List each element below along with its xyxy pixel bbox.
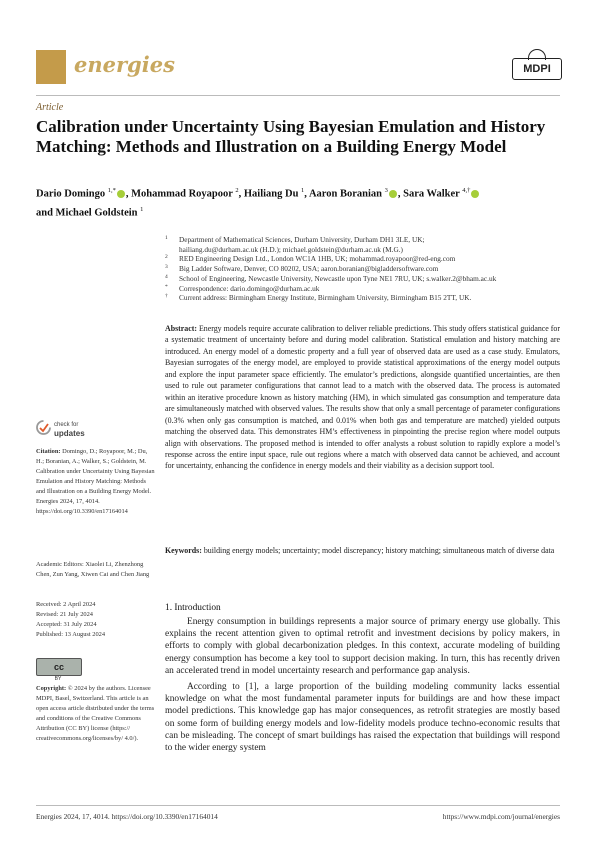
copyright-label: Copyright:	[36, 685, 67, 692]
affiliation-mark: 4	[165, 273, 168, 280]
footer-citation: Energies 2024, 17, 4014. https://doi.org/10.3390/en17164014	[36, 812, 218, 821]
affiliation-mark: †	[165, 293, 168, 300]
author-separator: ,	[397, 188, 404, 200]
affiliation-mark: *	[165, 283, 168, 290]
citation-block	[36, 447, 156, 517]
header-divider	[36, 95, 560, 96]
publisher-logo: MDPI	[512, 58, 562, 80]
author-affiliation-mark: 3	[384, 187, 388, 194]
abstract	[165, 323, 560, 472]
paragraph: According to [1], a large proportion of the building modeling community lacks essential knowledge on what the most fundamental parameter inputs for buildings are and how these impact model predictions. This knowledge gap has major consequences, as retrofit strategies are mostly based on some form of building energy models and low-fidelity models produce techno-economic results that can be misleading. The concept of smart buildings has raised the expectation that buildings will respond to the wider energy system	[165, 682, 560, 754]
check-for-label[interactable]: check for	[54, 422, 79, 428]
affiliation-text: Correspondence: dario.domingo@durham.ac.uk	[179, 283, 320, 293]
orcid-icon[interactable]	[471, 190, 479, 198]
section-heading: 1. Introduction	[165, 603, 221, 613]
author-name[interactable]: Mohammad Royapoor	[131, 188, 236, 200]
abstract-label: Abstract:	[165, 324, 197, 333]
author-separator: ,	[238, 188, 244, 200]
author-affiliation-mark: 2	[235, 187, 239, 194]
affiliation-text: Big Ladder Software, Denver, CO 80202, USA; aaron.boranian@bigladdersoftware.com	[179, 264, 439, 274]
keywords	[165, 545, 560, 556]
updates-label[interactable]: updates	[54, 429, 85, 438]
body-text	[165, 616, 560, 758]
author-name[interactable]: and Michael Goldstein	[36, 207, 141, 218]
journal-logo-icon	[36, 50, 66, 84]
abstract-text: Energy models require accurate calibration to deliver reliable predictions. This study offers statistical guidance for a systematic treatment of uncertainty before and during model calibration. Statistical emulation and history matching are introduced. An energy model of a domestic property and a full year of observed data are used as a case study. Emulators, Bayesian surrogates of the energy model, are employed to provide statistical approximations of the energy model outputs and explore the input parameter space efficiently. The emulator’s predictions, alongside quantified uncertainties, are then used to rule out parameter configurations that cannot lead to a match with the observed data. The process is automated within an iterative procedure known as history matching (HM), in which simulated gas consumption and temperature data are simultaneously matched with observed values. The results show that only a small percentage of parameter configurations (0.3% when only gas consumption is matched, and 0.01% when both gas and temperature are matched) yielded outputs matching the observed data. This demonstrates HM’s effectiveness in pinpointing the precise region where model outputs align with observations. The proposed method is intended to offer analysts a robust solution to rapidly explore a model’s response across the entire input space, rule out regions where a match with observed data cannot be achieved, and account for uncertainty, enhancing the confidence in energy models and their viability as a decision support tool.	[165, 324, 560, 471]
publication-dates	[36, 600, 156, 640]
author-name[interactable]: Sara Walker	[403, 188, 463, 200]
affiliation-line	[165, 264, 560, 274]
affiliation-line	[165, 274, 560, 284]
published-date: Published: 13 August 2024	[36, 631, 106, 638]
affiliation-text: RED Engineering Design Ltd., London WC1A 1HB, UK; mohammad.royapoor@red-eng.com	[179, 254, 456, 264]
citation-label: Citation:	[36, 448, 61, 455]
footer-divider	[36, 805, 560, 806]
affiliation-text: hailiang.du@durham.ac.uk (H.D.); michael.goldstein@durham.ac.uk (M.G.)	[179, 244, 403, 254]
cc-license-icon[interactable]: cc	[36, 658, 82, 676]
cc-by-label: BY	[54, 676, 62, 682]
affiliation-line	[165, 245, 560, 255]
journal-url-link[interactable]: https://www.mdpi.com/journal/energies	[442, 812, 560, 821]
affiliation-text: Department of Mathematical Sciences, Durham University, Durham DH1 3LE, UK;	[179, 235, 425, 244]
author-name[interactable]: Aaron Boranian	[308, 188, 385, 200]
received-date: Received: 2 April 2024	[36, 601, 96, 608]
affiliation-line	[165, 254, 560, 264]
orcid-icon[interactable]	[117, 190, 125, 198]
orcid-icon[interactable]	[389, 190, 397, 198]
journal-name: energies	[74, 52, 175, 77]
keywords-label: Keywords:	[165, 546, 202, 555]
affiliations	[165, 235, 560, 303]
affiliation-mark: 3	[165, 264, 168, 271]
copyright-text: © 2024 by the authors. Licensee MDPI, Basel, Switzerland. This article is an open access article distributed under the terms and conditions of the Creative Commons Attribution (CC BY) license (https:// creativecommons.org/licenses/by/ 4.0/).	[36, 685, 155, 742]
author-separator: ,	[304, 188, 309, 200]
check-for-updates-icon[interactable]	[36, 420, 51, 438]
affiliation-text: Current address: Birmingham Energy Institute, Birmingham University, Birmingham B15 2TT, UK.	[179, 293, 472, 303]
revised-date: Revised: 21 July 2024	[36, 611, 93, 618]
citation-text: Domingo, D.; Royapoor, M.; Du, H.; Boranian, A.; Walker, S.; Goldstein, M. Calibration under Uncertainty Using Bayesian Emulation and History Matching: Methods and Illustration on a Building Energy Model. Energies 2024, 17, 4014. https://doi.org/10.3390/en17164014	[36, 448, 155, 515]
author-list	[36, 183, 556, 220]
author-name[interactable]: Dario Domingo	[36, 188, 108, 200]
author-affiliation-mark: 4,†	[462, 187, 471, 194]
author-affiliation-mark: 1	[140, 205, 144, 213]
academic-editors: Academic Editors: Xiaolei Li, Zhenzhong Chen, Zun Yang, Xiwen Cai and Chen Jiang	[36, 561, 150, 578]
author-affiliation-mark: 1,*	[107, 187, 116, 194]
author-separator: ,	[125, 188, 132, 200]
affiliation-text: School of Engineering, Newcastle University, Newcastle upon Tyne NE1 7RU, UK; s.walker.2@bham.ac.uk	[179, 273, 497, 283]
paragraph: Energy consumption in buildings represents a major source of primary energy use globally. This explains the recent attention given to optimal retrofit and investment decisions by policy makers, in efforts to comply with global decarbonization pledges. In this context, accurate modeling of building energy consumption has become a key tool to support decision making. In turn, this has recently driven an accelerated trend in model uncertainty research and performance gap analysis.	[165, 617, 560, 676]
affiliation-line	[165, 284, 560, 294]
author-name[interactable]: Hailiang Du	[243, 188, 302, 200]
accepted-date: Accepted: 31 July 2024	[36, 621, 97, 628]
affiliation-mark: 1	[165, 235, 168, 241]
affiliation-mark: 2	[165, 254, 168, 261]
keywords-text: building energy models; uncertainty; model discrepancy; history matching; simultaneous match of diverse data	[203, 546, 555, 555]
article-title: Calibration under Uncertainty Using Bayesian Emulation and History Matching: Methods and Illustration on a Building Energy Model	[36, 117, 546, 156]
affiliation-line	[165, 293, 560, 303]
author-affiliation-mark: 1	[301, 187, 305, 194]
affiliation-line	[165, 235, 560, 245]
copyright-block	[36, 684, 156, 744]
article-type: Article	[36, 102, 64, 113]
